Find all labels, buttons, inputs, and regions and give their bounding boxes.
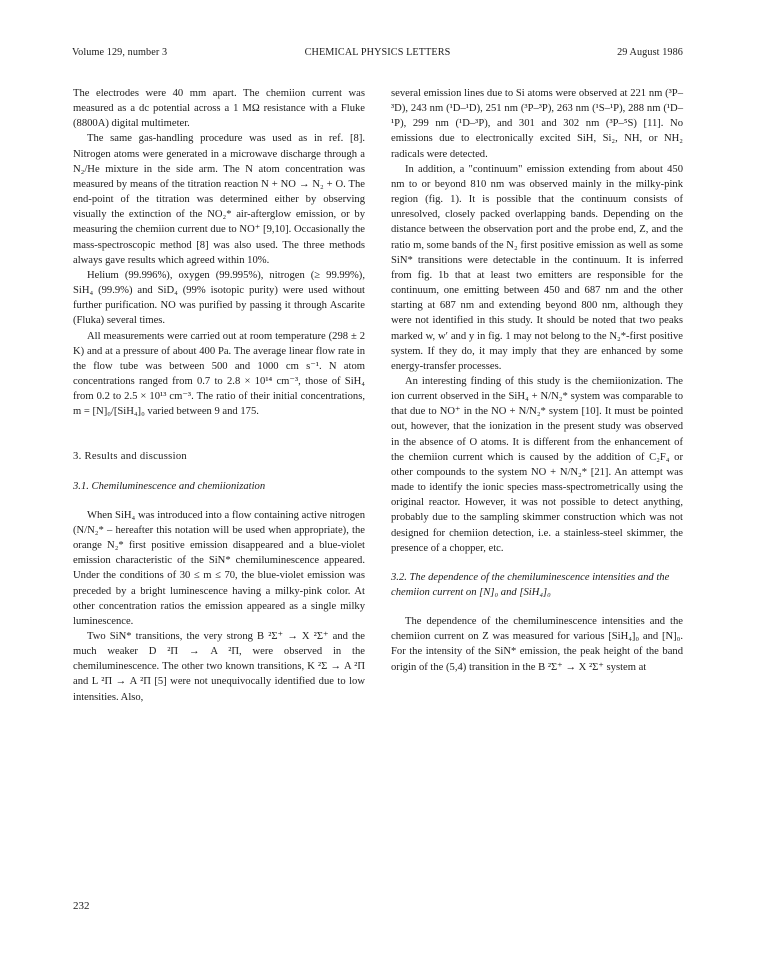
paragraph: All measurements were carried out at room temperature (298 ± 2 K) and at a pressure of about 400 Pa. The average linear flow rate in the flow tube was between 500 and 1000 cm s⁻¹. N atom concentrations ranged from 0.7 to 2.8 × 10¹⁴ cm⁻³, those of SiH₄ from 0.2 to 2.5 × 10¹³ cm⁻³. The ratio of their initial concentrations, m = [N]₀/[SiH₄]₀ varied between 9 and 175.: [73, 330, 365, 418]
right-column: [391, 86, 683, 675]
journal-title: CHEMICAL PHYSICS LETTERS: [304, 47, 451, 58]
paragraph: Helium (99.996%), oxygen (99.995%), nitrogen (≥ 99.99%), SiH₄ (99.9%) and SiD₄ (99% isotopic purity) were used without further purification. NO was purified by passing it through Ascarite (Fluka) several times.: [73, 269, 365, 327]
subsection-heading: 3.2. The dependence of the chemiluminescence intensities and the chemiion current on [N]₀ and [SiH₄]₀: [391, 571, 670, 598]
paragraph: In addition, a "continuum" emission extending from about 450 nm to or beyond 810 nm was observed mainly in the milky-pink region (fig. 1). It is possible that the continuum consists of unresolved, closely packed overlapping bands. Depending on the distance between the observation port and the probe end, Z, and the ratio m, some bands of the N₂ first positive emission as well as some SiN* transitions were detectable in the continuum. It is inferred from fig. 1b that at least two emitters are responsible for the continuum, one emitting between 450 and 687 nm and the other starting at 687 nm and extending beyond 800 nm, although they were not identified in this study. It should be noted that two peaks marked w, w′ and y in fig. 1 may not belong to the N₂*-first positive system. If they do, it may imply that they are enhanced by some energy-transfer processes.: [391, 163, 683, 372]
paragraph: When SiH₄ was introduced into a flow containing active nitrogen (N/N₂* – hereafter this notation will be used when appropriate), the orange N₂* first positive emission disappeared and a blue-violet emission characteristic of the SiN* chemiluminescence appeared. Under the conditions of 30 ≤ m ≤ 70, the blue-violet emission was preceded by a bright luminescence having a milky-pink color. At other concentration ratios the emission appeared as a single milky luminescence.: [73, 509, 365, 627]
paragraph: Two SiN* transitions, the very strong B ²Σ⁺ → X ²Σ⁺ and the much weaker D ²Π → A ²Π, were observed in the chemiluminescence. The other two known transitions, K ²Σ → A ²Π and L ²Π → A ²Π [5] were not unequivocally identified due to low intensities. Also,: [73, 631, 365, 703]
section-heading: 3. Results and discussion: [73, 451, 188, 463]
volume-info: Volume 129, number 3: [72, 47, 168, 58]
page-number: 232: [73, 900, 90, 912]
paragraph: An interesting finding of this study is the chemiionization. The ion current observed in the SiH₄ + N/N₂* system was comparable to that due to NO⁺ in the NO + N/N₂* system [10]. It must be pointed out, however, that the ionization in the present study was observed in the absence of O atoms. It is different from the enhancement of the chemiion current which is caused by the addition of C₂F₄ or other compounds to the system NO + N/N₂* [21]. An attempt was made to identify the ionic species mass-spectrometrically using the original reactor. However, it was not possible to detect anything, probably due to the sampling skimmer construction which was not designed for chemiion detection, i.e. a stainless-steel skimmer, the presence of a chopper, etc.: [391, 375, 683, 554]
subsection-heading: 3.1. Chemiluminescence and chemiionization: [73, 480, 266, 492]
left-column: [73, 86, 365, 705]
paragraph: several emission lines due to Si atoms were observed at 221 nm (³P–³D), 243 nm (¹D–¹D), 251 nm (³P–³P), 263 nm (¹S–¹P), 288 nm (¹D–¹P), 299 nm (¹D–³P), and 301 and 302 nm (³P–⁵S) [11]. No emissions due to electronically excited SiH, Si₂, NH, or NH₂ radicals were detected.: [391, 88, 683, 160]
running-header: [72, 47, 683, 61]
paragraph: The dependence of the chemiluminescence intensities and the chemiion current on Z was measured for various [SiH₄]₀ and [N]₀. For the intensity of the SiN* emission, the peak height of the band origin of the (5,4) transition in the B ²Σ⁺ → X ²Σ⁺ system at: [391, 616, 683, 673]
paragraph: The electrodes were 40 mm apart. The chemiion current was measured as a dc potential across a 1 MΩ resistance with a Fluke (8800A) digital multimeter.: [73, 88, 365, 130]
paragraph: The same gas-handling procedure was used as in ref. [8]. Nitrogen atoms were generated in a microwave discharge through a N₂/He mixture in the side arm. The N atom concentration was measured by means of the titration reaction N + NO → N₂ + O. The end-point of the titration was determined either by observing visually the extinction of the NO₂* air-afterglow emission, or by measuring the chemiion current due to NO⁺ [9,10]. Occasionally the mass-spectroscopic method [8] was also used. The three methods always gave results which agreed within 10%.: [73, 133, 365, 266]
issue-date: 29 August 1986: [617, 47, 683, 58]
